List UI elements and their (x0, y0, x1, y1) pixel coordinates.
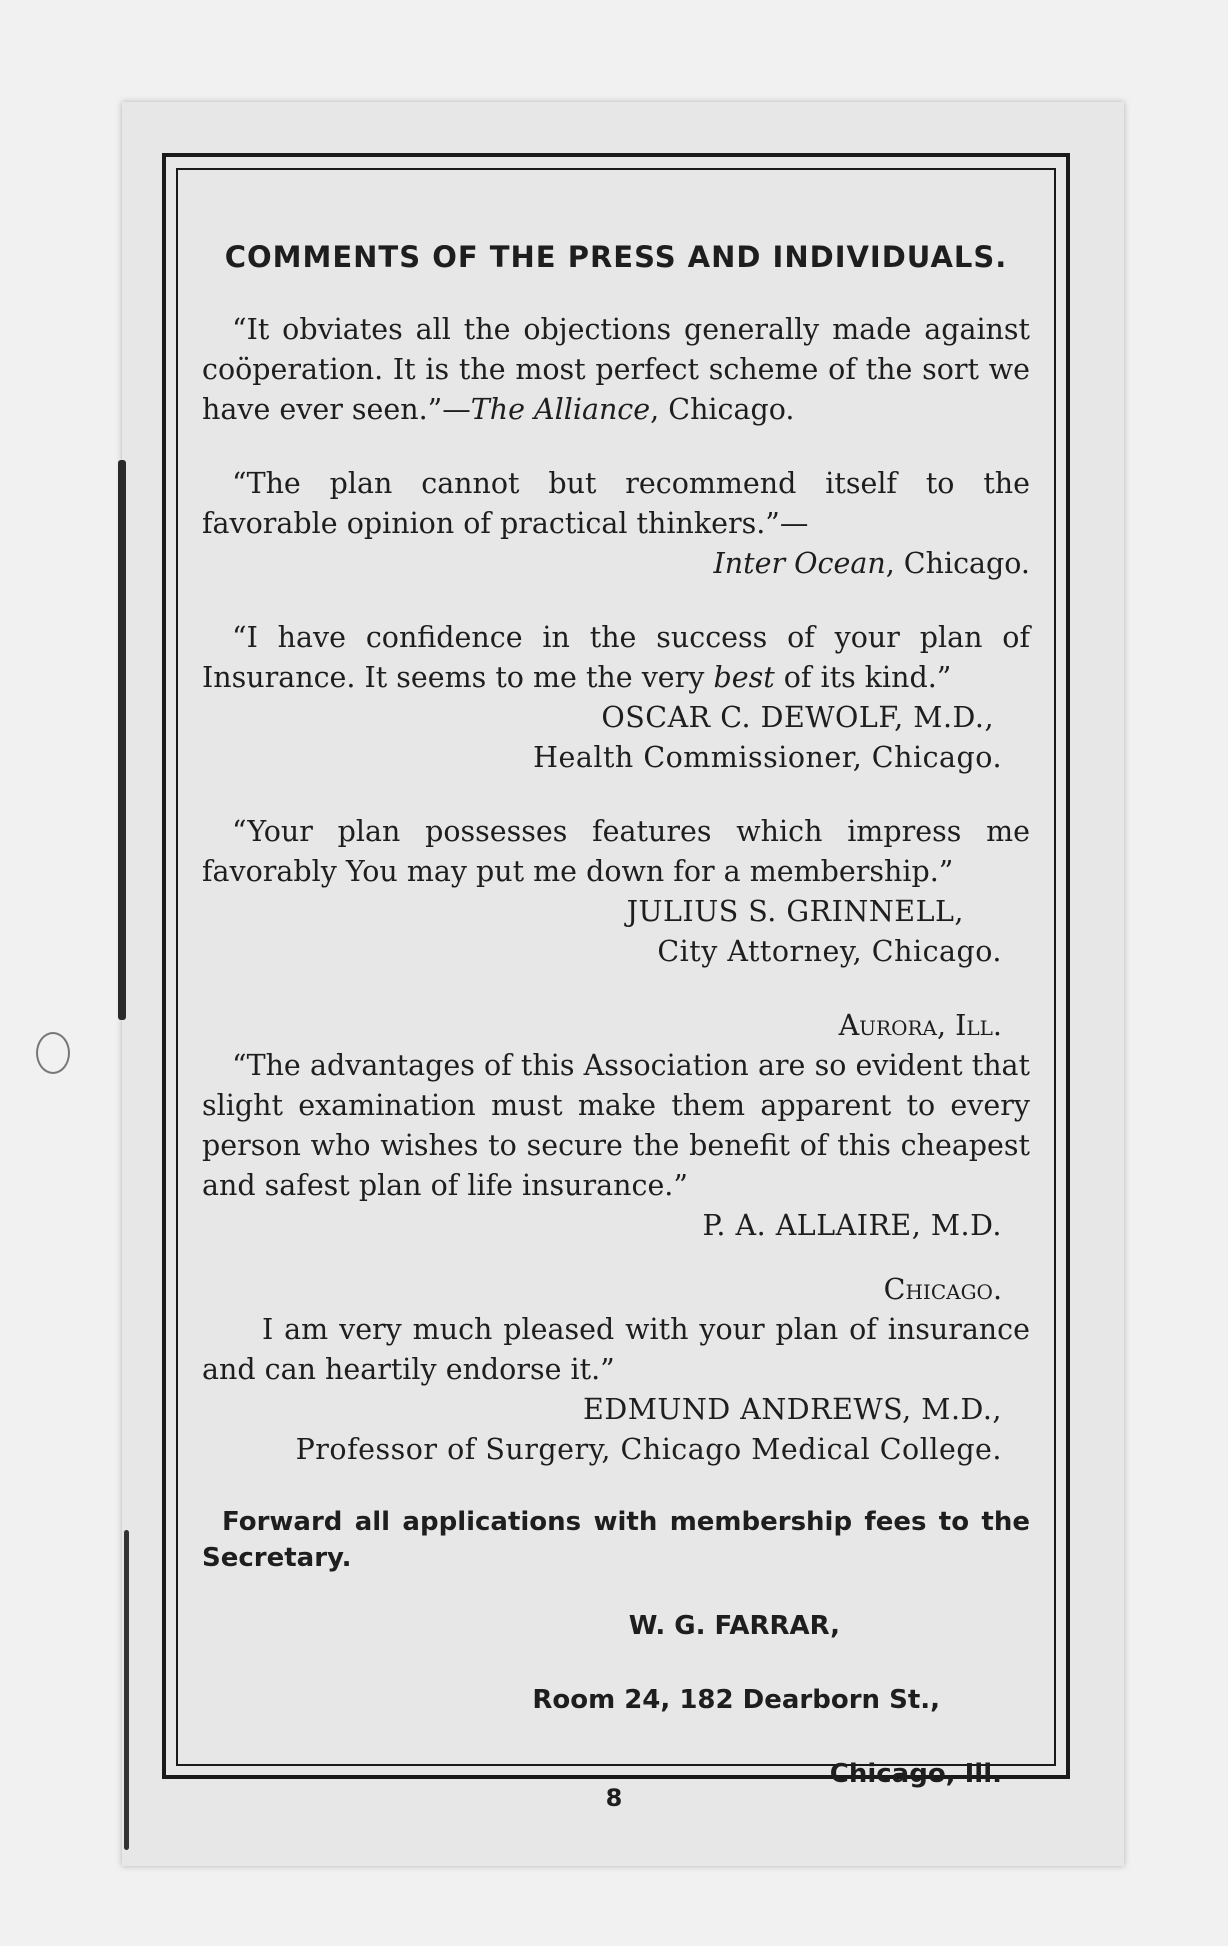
publication-city: , Chicago. (885, 547, 1030, 580)
quote-allaire: “The advantages of this Association are so evident that slight examination must make them apparent to every person who wishes to secure the benefit of this cheapest and safest plan of life insurance.” (202, 1049, 1030, 1202)
publication-city: , Chicago. (650, 393, 795, 426)
signatory-title: Professor of Surgery, Chicago Medical College. (295, 1433, 1002, 1466)
secretary-city: Chicago, Ill. (829, 1759, 1002, 1789)
quote-text: “It obviates all the objections generally made against coöperation. It is the most perfect scheme of the sort we have ever seen.”— (202, 313, 1030, 426)
signatory-name: P. A. ALLAIRE, M.D. (702, 1209, 1002, 1242)
signatory-name: JULIUS S. GRINNELL, (626, 895, 964, 928)
margin-mark (36, 1032, 70, 1074)
signatory-title: City Attorney, Chicago. (657, 935, 1002, 968)
quote-dewolf (202, 618, 1030, 698)
quote-text-end: of its kind.” (774, 661, 952, 694)
quote-alliance (202, 310, 1030, 430)
quote-andrews: I am very much pleased with your plan of insurance and can heartily endorse it.” (202, 1313, 1030, 1386)
secretary-name: W. G. FARRAR, (628, 1611, 840, 1641)
publication-name: Inter Ocean (713, 547, 886, 580)
page-content (202, 238, 1030, 1824)
attribution-inter-ocean (202, 544, 1030, 584)
quote-text: “I have confidence in the success of your plan of Insurance. It seems to me the very (202, 621, 1030, 694)
emphasis: best (713, 661, 775, 694)
signatory-title: Health Commissioner, Chicago. (533, 741, 1002, 774)
location-aurora: Aurora, Ill. (838, 1009, 1002, 1042)
binding-edge (118, 460, 126, 1020)
location-chicago: Chicago. (883, 1273, 1002, 1306)
quote-grinnell: “Your plan possesses features which impress me favorably You may put me down for a membership.” (202, 815, 1030, 888)
page-heading: COMMENTS OF THE PRESS AND INDIVIDUALS. (224, 240, 1008, 274)
publication-name: The Alliance (470, 393, 651, 426)
page-number: 8 (605, 1784, 623, 1812)
secretary-address: Room 24, 182 Dearborn St., (532, 1685, 940, 1715)
forward-instructions: Forward all applications with membership fees to the Secretary. (202, 1507, 1030, 1573)
signatory-name: OSCAR C. DEWOLF, M.D., (601, 701, 994, 734)
signatory-name: EDMUND ANDREWS, M.D., (583, 1393, 1002, 1426)
quote-inter-ocean: “The plan cannot but recommend itself to the favorable opinion of practical thinkers.”— (202, 467, 1030, 540)
